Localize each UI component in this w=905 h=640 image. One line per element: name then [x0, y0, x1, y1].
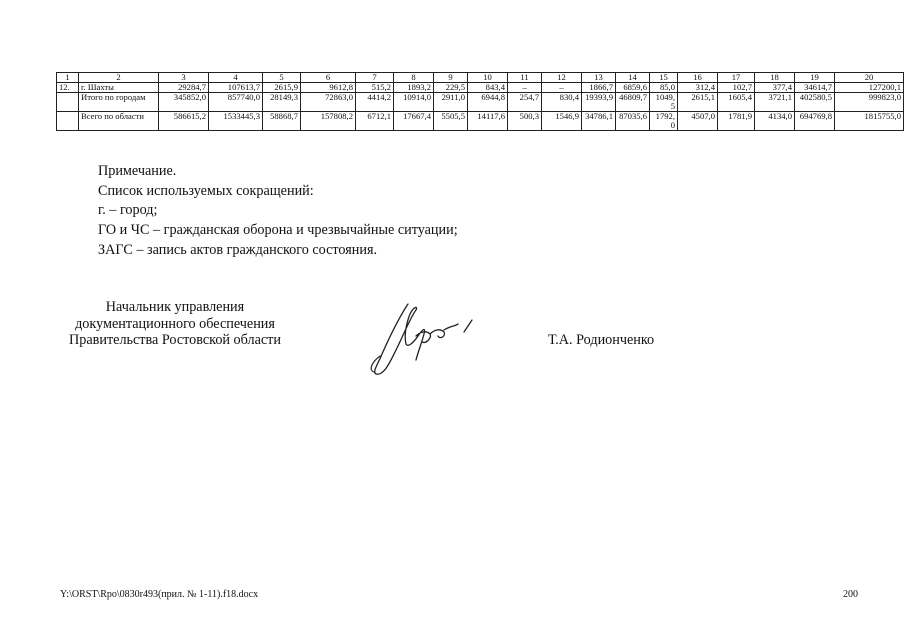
table-cell: 34614,7 [795, 83, 835, 93]
table-cell: 8 [394, 73, 434, 83]
cell-name: г. Шахты [79, 83, 159, 93]
table-cell: 7 [356, 73, 394, 83]
cell-number [57, 93, 79, 112]
table-cell: 3721,1 [755, 93, 795, 112]
table-cell: 14117,6 [468, 112, 508, 131]
handwritten-signature [360, 296, 480, 382]
table-cell: 402580,5 [795, 93, 835, 112]
table-cell: 10914,0 [394, 93, 434, 112]
table-cell: 1533445,3 [209, 112, 263, 131]
cell-number: 1 [57, 73, 79, 83]
cell-number [57, 112, 79, 131]
table-cell: 857740,0 [209, 93, 263, 112]
table-cell: 1792,0 [650, 112, 678, 131]
table-cell: 5505,5 [434, 112, 468, 131]
table-cell: 843,4 [468, 83, 508, 93]
table-cell: 254,7 [508, 93, 542, 112]
table-cell: 1546,9 [542, 112, 582, 131]
signatory-title-line: Правительства Ростовской области [69, 332, 281, 349]
table-cell: 1893,2 [394, 83, 434, 93]
table-cell: 12 [542, 73, 582, 83]
note-abbrev-zags: ЗАГС – запись актов гражданского состояния. [98, 241, 378, 258]
table-cell: 1605,4 [718, 93, 755, 112]
table-cell: 500,3 [508, 112, 542, 131]
table-cell: 20 [835, 73, 904, 83]
table-cell: 17 [718, 73, 755, 83]
table-cell: 6944,8 [468, 93, 508, 112]
table-cell: 312,4 [678, 83, 718, 93]
table-cell: 586615,2 [159, 112, 209, 131]
table-cell: 28149,3 [263, 93, 301, 112]
table-cell: 46809,7 [616, 93, 650, 112]
table-cell: 6712,1 [356, 112, 394, 131]
signatory-name: Т.А. Родионченко [548, 332, 655, 348]
table-row [57, 93, 904, 112]
table-cell: 15 [650, 73, 678, 83]
table-cell: 4 [209, 73, 263, 83]
table-cell: 17667,4 [394, 112, 434, 131]
table-body [57, 73, 904, 131]
table-cell: 102,7 [718, 83, 755, 93]
footer-page-number: 200 [843, 589, 858, 600]
table-cell: 1781,9 [718, 112, 755, 131]
table-cell: 10 [468, 73, 508, 83]
table-cell: 694769,8 [795, 112, 835, 131]
table-cell: 515,2 [356, 83, 394, 93]
table-cell: 1049,5 [650, 93, 678, 112]
table-cell: 18 [755, 73, 795, 83]
table-cell: 58868,7 [263, 112, 301, 131]
signatory-title [50, 299, 300, 349]
table-cell: 6 [301, 73, 356, 83]
footer-file-path: Y:\ORST\Rpo\0830r493(прил. № 1-11).f18.docx [60, 589, 259, 600]
data-table [56, 72, 904, 131]
table-cell: 999823,0 [835, 93, 904, 112]
table-cell: 3 [159, 73, 209, 83]
table-cell: 830,4 [542, 93, 582, 112]
table-cell: 6859,6 [616, 83, 650, 93]
table-cell: 2911,0 [434, 93, 468, 112]
table-row [57, 112, 904, 131]
table-cell: 34786,1 [582, 112, 616, 131]
table-cell: 4134,0 [755, 112, 795, 131]
cell-number: 12. [57, 83, 79, 93]
table-cell: 107613,7 [209, 83, 263, 93]
table-cell: 19393,9 [582, 93, 616, 112]
table-cell: 1866,7 [582, 83, 616, 93]
table-cell: 72863,0 [301, 93, 356, 112]
table-cell: 11 [508, 73, 542, 83]
table-cell: 4414,2 [356, 93, 394, 112]
table-cell: – [508, 83, 542, 93]
table-cell: 2615,1 [678, 93, 718, 112]
table-cell: 4507,0 [678, 112, 718, 131]
table-cell: 13 [582, 73, 616, 83]
table-cell: 9612,8 [301, 83, 356, 93]
table-cell: 127200,1 [835, 83, 904, 93]
table-header-row [57, 73, 904, 83]
cell-name: 2 [79, 73, 159, 83]
table-cell: 16 [678, 73, 718, 83]
table-cell: 9 [434, 73, 468, 83]
table-cell: 14 [616, 73, 650, 83]
notes-block [98, 162, 458, 261]
table-cell: 157808,2 [301, 112, 356, 131]
table-row [57, 83, 904, 93]
table-cell: 377,4 [755, 83, 795, 93]
note-title: Примечание. [98, 163, 177, 179]
cell-name: Всего по области [79, 112, 159, 131]
table-cell: 345852,0 [159, 93, 209, 112]
signatory-title-line: Начальник управления [105, 299, 245, 315]
note-abbrev-go-chs: ГО и ЧС – гражданская оборона и чрезвычайные ситуации; [98, 222, 458, 239]
table-cell: 229,5 [434, 83, 468, 93]
note-abbrev-heading: Список используемых сокращений: [98, 182, 314, 199]
table-cell: 87035,6 [616, 112, 650, 131]
table-cell: 2615,9 [263, 83, 301, 93]
table-cell: 5 [263, 73, 301, 83]
table-cell: 29284,7 [159, 83, 209, 93]
table-cell: – [542, 83, 582, 93]
table-cell: 85,0 [650, 83, 678, 93]
table-cell: 1815755,0 [835, 112, 904, 131]
signatory-title-line: документационного обеспечения [75, 315, 275, 332]
table-cell: 19 [795, 73, 835, 83]
data-table-container [56, 72, 901, 131]
cell-name: Итого по городам [79, 93, 159, 112]
note-abbrev-city: г. – город; [98, 202, 158, 219]
